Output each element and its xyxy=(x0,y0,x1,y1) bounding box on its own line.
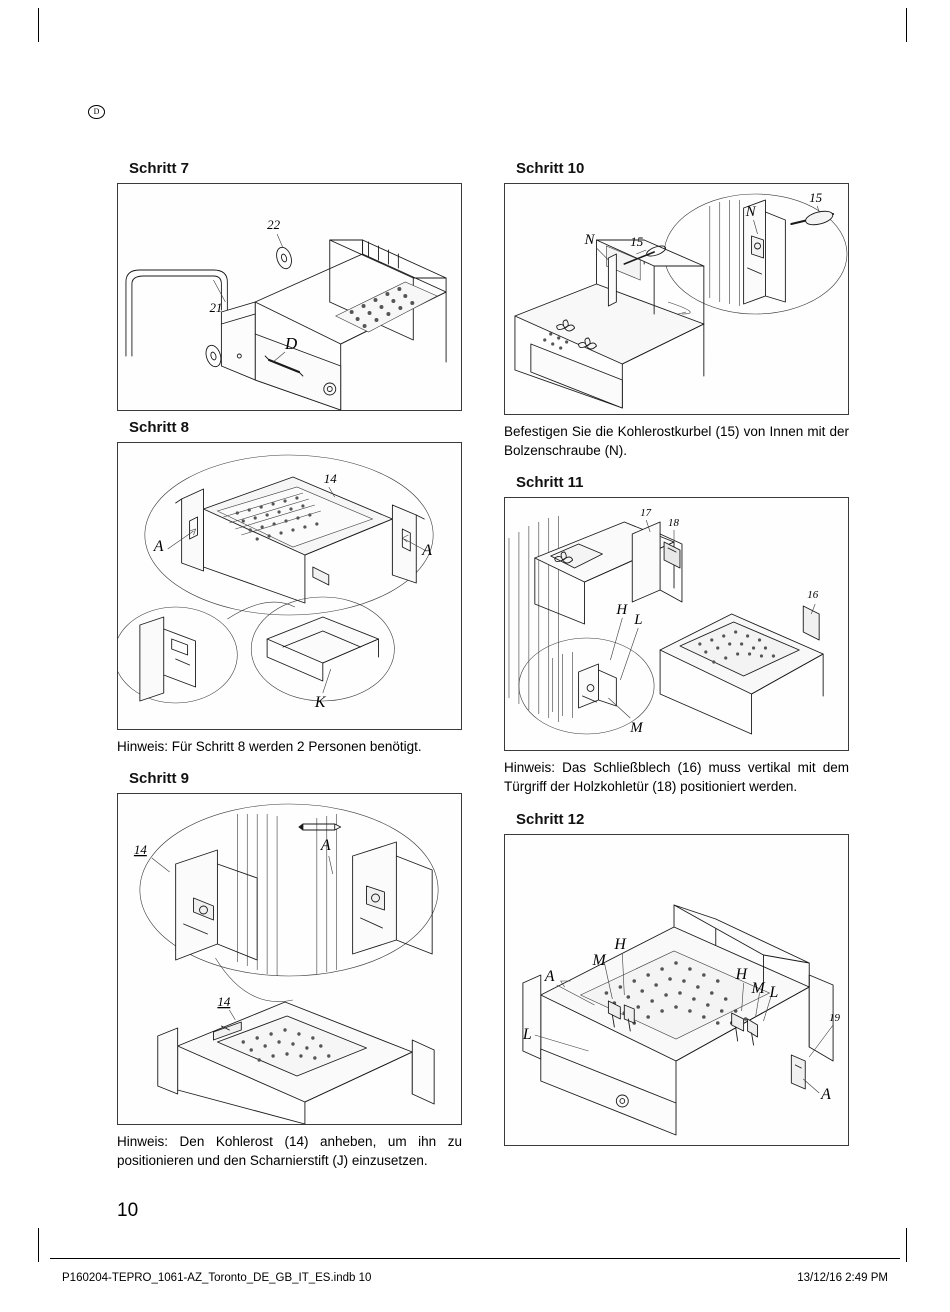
label-15-main: 15 xyxy=(630,233,644,250)
figure-step-7 xyxy=(117,183,462,411)
note-step-8: Hinweis: Für Schritt 8 werden 2 Personen benötigt. xyxy=(117,739,422,754)
step-title-9: Schritt 9 xyxy=(129,770,190,788)
label-a-12b: A xyxy=(821,1085,831,1103)
label-18: 18 xyxy=(668,517,679,530)
label-a-12a: A xyxy=(544,967,555,985)
figure-step-10 xyxy=(504,183,849,415)
step-title-11: Schritt 11 xyxy=(516,474,584,492)
label-h-12a: H xyxy=(614,935,626,953)
label-a-step9: A xyxy=(320,837,331,855)
crop-mark-top-right xyxy=(906,8,907,42)
right-column xyxy=(504,160,849,1146)
left-column xyxy=(117,160,462,1184)
figure-step-11 xyxy=(504,497,849,751)
step-title-7: Schritt 7 xyxy=(129,160,190,177)
label-22: 22 xyxy=(267,216,281,233)
footer-divider xyxy=(50,1258,900,1259)
label-m-12b: M xyxy=(751,979,765,997)
page-number: 10 xyxy=(117,1200,139,1221)
step-title-12: Schritt 12 xyxy=(516,810,585,828)
label-16: 16 xyxy=(807,589,819,602)
crop-mark-bottom-left xyxy=(38,1228,39,1262)
figure-step-8 xyxy=(117,442,462,730)
label-19: 19 xyxy=(829,1011,841,1024)
note-step-9: Hinweis: Den Kohlerost (14) anheben, um ihn zu positionieren und den Scharnierstift (J) einzusetzen. xyxy=(117,1134,462,1169)
label-a-left: A xyxy=(153,537,164,556)
label-14-bottom: 14 xyxy=(217,994,231,1010)
step-title-8: Schritt 8 xyxy=(129,419,190,436)
note-step-11: Hinweis: Das Schließblech (16) muss vertikal mit dem Türgriff der Holzkohletür (18) positioniert werden. xyxy=(504,760,849,795)
label-15-detail: 15 xyxy=(809,189,823,206)
crop-mark-bottom-right xyxy=(906,1228,907,1262)
footer-file-name: P160204-TEPRO_1061-AZ_Toronto_DE_GB_IT_ES.indb 10 xyxy=(62,1272,372,1284)
label-d: D xyxy=(285,333,298,354)
note-step-10: Befestigen Sie die Kohlerostkurbel (15) von Innen mit der Bolzenschraube (N). xyxy=(504,424,849,459)
label-a-right: A xyxy=(422,541,432,560)
label-l-12b: L xyxy=(769,983,779,1001)
footer-timestamp: 13/12/16 2:49 PM xyxy=(797,1272,888,1284)
step-title-10: Schritt 10 xyxy=(516,160,585,177)
figure-step-12 xyxy=(504,834,849,1146)
label-l-12a: L xyxy=(522,1025,532,1043)
label-17: 17 xyxy=(640,507,652,520)
label-m-11: M xyxy=(630,720,643,737)
label-h-11: H xyxy=(616,602,628,619)
label-k: K xyxy=(314,693,326,712)
figure-step-9 xyxy=(117,793,462,1125)
label-h-12b: H xyxy=(735,965,748,983)
label-14-top: 14 xyxy=(133,842,147,858)
crop-mark-top-left xyxy=(38,8,39,42)
label-n-detail: N xyxy=(745,203,756,221)
language-badge: D xyxy=(88,105,105,119)
label-14: 14 xyxy=(323,470,337,487)
label-m-12a: M xyxy=(592,951,606,969)
label-21: 21 xyxy=(209,299,223,316)
label-l-11: L xyxy=(634,612,643,629)
label-n-main: N xyxy=(584,231,595,249)
